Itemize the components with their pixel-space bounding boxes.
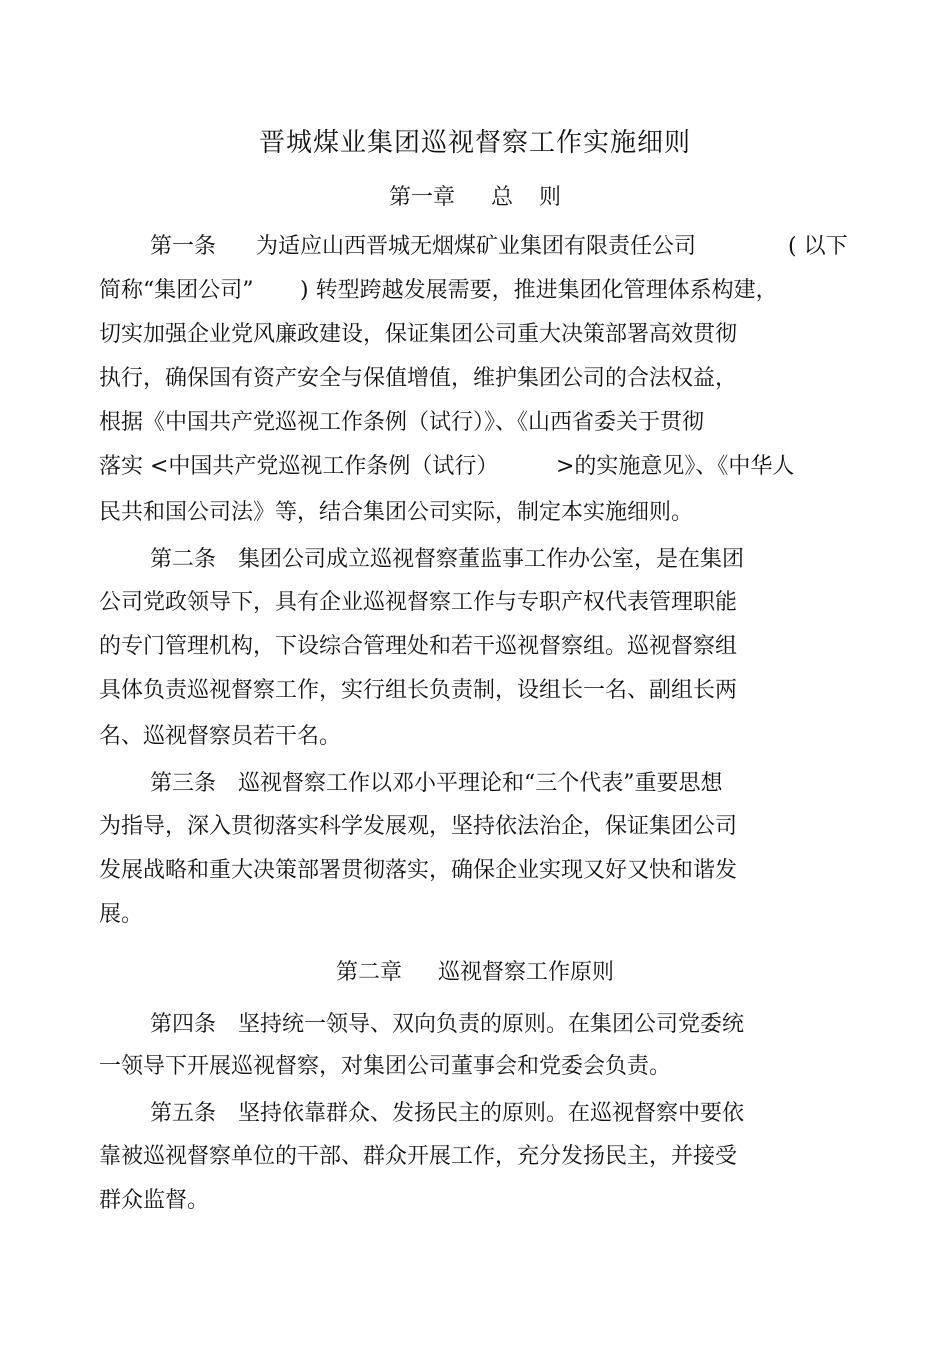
chapter-label: 第二章 xyxy=(335,960,402,985)
article-line: 简称“集团公司” xyxy=(99,278,254,303)
chapter-label: 第一章 xyxy=(388,185,455,210)
article-line: 具体负责巡视督察工作，实行组长负责制，设组长一名、副组长两 xyxy=(99,678,738,703)
chapter-heading-1 xyxy=(0,180,950,211)
article-line: 民共和国公司法》等，结合集团公司实际，制定本实施细则。 xyxy=(99,500,694,525)
article-line: 第四条 坚持统一领导、双向负责的原则。在集团公司党委统 xyxy=(150,1012,745,1037)
article-line-tail: >的实施意见》、《中华人 xyxy=(556,454,795,479)
article-line: 第二条 集团公司成立巡视督察董监事工作办公室，是在集团 xyxy=(150,547,745,572)
article-line: 第三条 巡视督察工作以邓小平理论和“三个代表”重要思想 xyxy=(150,771,723,796)
article-line: 一领导下开展巡视督察，对集团公司董事会和党委会负责。 xyxy=(99,1054,672,1079)
article-line: 靠被巡视督察单位的干部、群众开展工作，充分发扬民主，并接受 xyxy=(99,1144,738,1169)
article-line: 落实 <中国共产党巡视工作条例（试行） xyxy=(99,454,499,479)
article-line: 公司党政领导下，具有企业巡视督察工作与专职产权代表管理职能 xyxy=(99,590,738,615)
article-line: 切实加强企业党风廉政建设，保证集团公司重大决策部署高效贯彻 xyxy=(99,322,738,347)
article-label: 第一条 xyxy=(150,234,217,259)
article-line: 第一条 为适应山西晋城无烟煤矿业集团有限责任公司 xyxy=(150,234,697,259)
article-line: 的专门管理机构，下设综合管理处和若干巡视督察组。巡视督察组 xyxy=(99,634,738,659)
article-line: 发展战略和重大决策部署贯彻落实，确保企业实现又好又快和谐发 xyxy=(99,858,738,883)
chapter-heading-2 xyxy=(0,955,950,986)
document-title: 晋城煤业集团巡视督察工作实施细则 xyxy=(258,128,691,158)
article-line: 第五条 坚持依靠群众、发扬民主的原则。在巡视督察中要依 xyxy=(150,1101,745,1126)
article-line: 根据《中国共产党巡视工作条例（试行）》、《山西省委关于贯彻 xyxy=(99,410,705,435)
chapter-name: 巡视督察工作原则 xyxy=(438,960,615,985)
chapter-name-part: 则 xyxy=(539,185,562,210)
article-line-tail: ) 转型跨越发展需要，推进集团化管理体系构建， xyxy=(300,278,778,303)
article-line: 名、巡视督察员若干名。 xyxy=(99,724,342,749)
chapter-name-part: 总 xyxy=(490,185,513,210)
article-line-tail: ( 以下 xyxy=(788,234,848,259)
article-line: 展。 xyxy=(99,902,144,927)
article-line: 群众监督。 xyxy=(99,1188,210,1213)
article-line: 为指导，深入贯彻落实科学发展观，坚持依法治企，保证集团公司 xyxy=(99,814,738,839)
article-line: 执行，确保国有资产安全与保值增值，维护集团公司的合法权益， xyxy=(99,366,738,391)
